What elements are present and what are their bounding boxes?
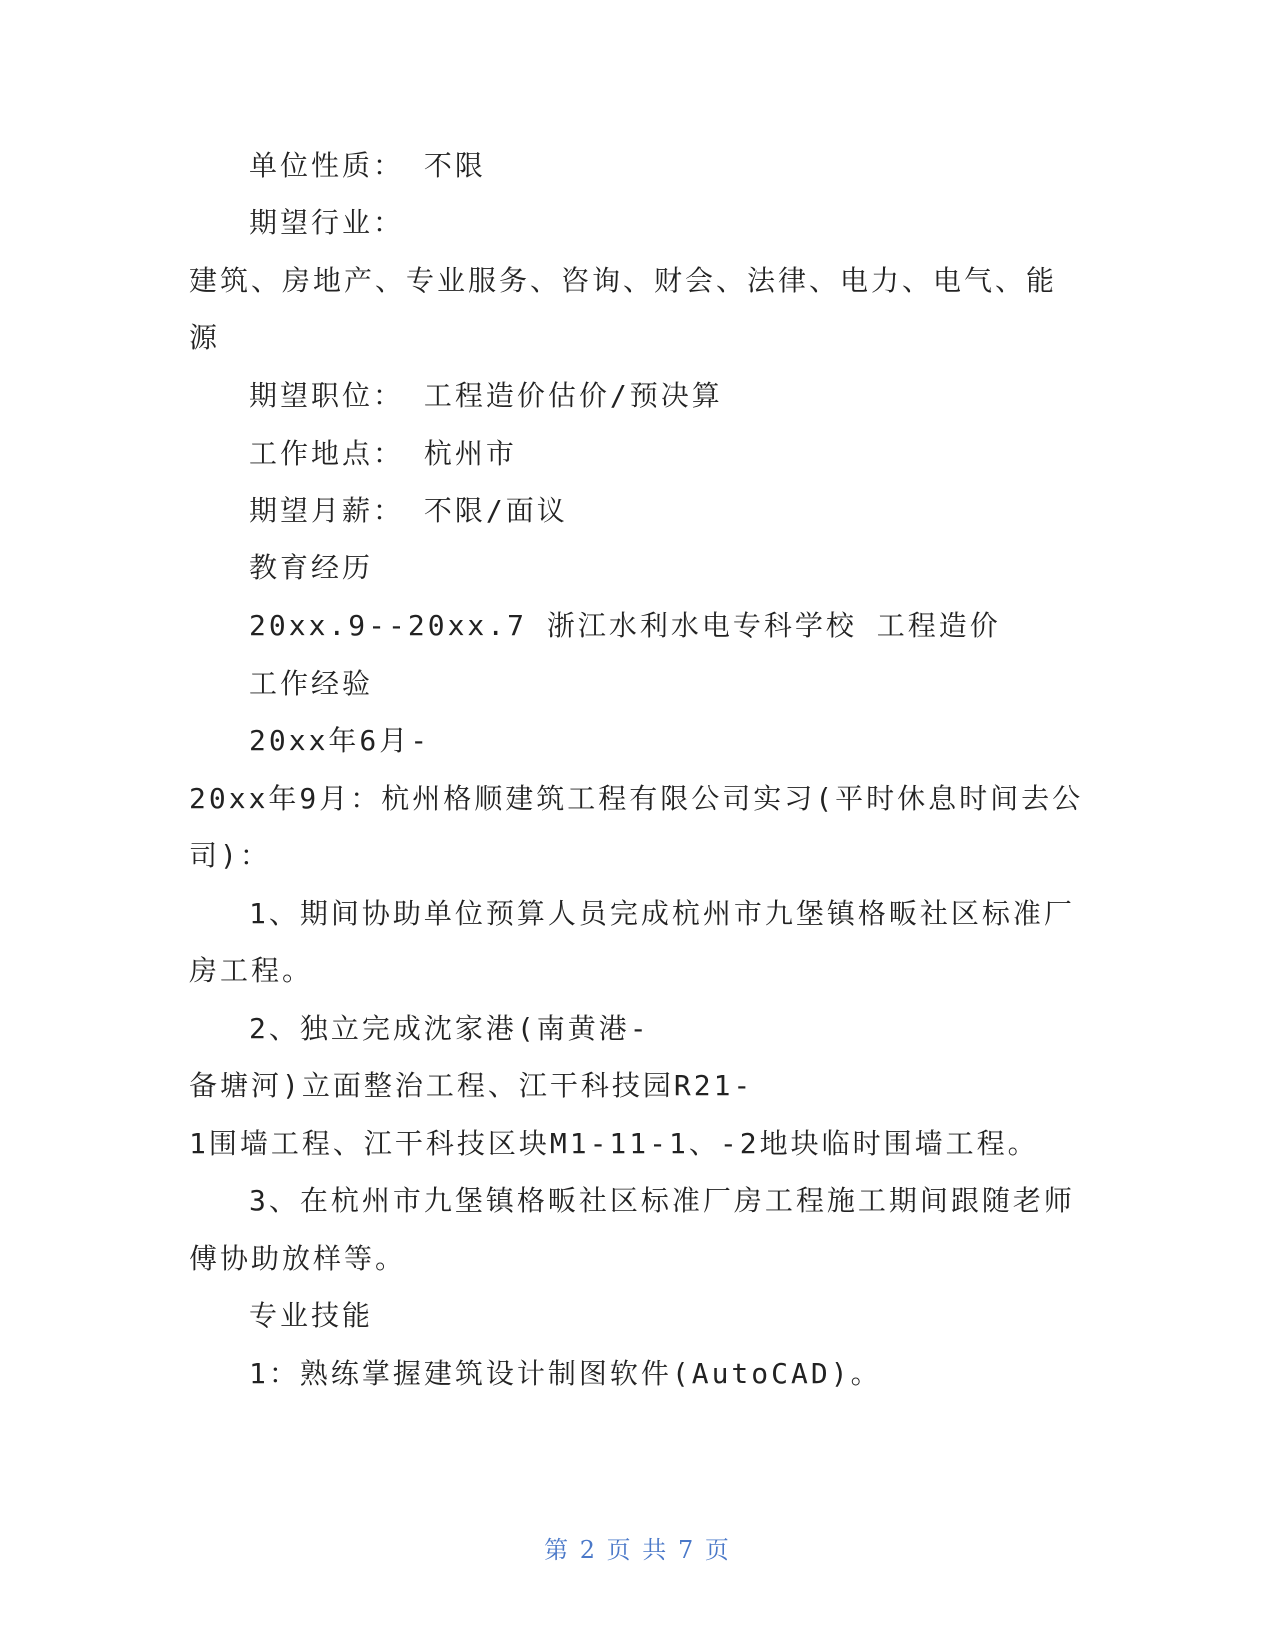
text-line: 源 xyxy=(189,321,221,354)
text-line: 3、在杭州市九堡镇格畈社区标准厂房工程施工期间跟随老师 xyxy=(249,1184,1075,1217)
text-line: 房工程。 xyxy=(189,954,314,987)
text-line: 20xx年6月- xyxy=(249,724,431,757)
text-line: 傅协助放样等。 xyxy=(189,1242,407,1275)
text-line: 备塘河)立面整治工程、江干科技园R21- xyxy=(189,1069,754,1102)
text-line: 20xx年9月：杭州格顺建筑工程有限公司实习(平时休息时间去公 xyxy=(189,782,1084,815)
section-heading: 工作经验 xyxy=(249,667,374,700)
text-line: 工作地点： 杭州市 xyxy=(249,437,517,470)
text-line: 司)： xyxy=(189,839,271,872)
text-line: 期望职位： 工程造价估价/预决算 xyxy=(249,379,723,412)
text-line: 20xx.9--20xx.7 浙江水利水电专科学校 工程造价 xyxy=(249,609,1001,642)
page-number: 第 2 页 共 7 页 xyxy=(544,1536,731,1564)
text-line: 1、期间协助单位预算人员完成杭州市九堡镇格畈社区标准厂 xyxy=(249,897,1075,930)
text-line: 1：熟练掌握建筑设计制图软件(AutoCAD)。 xyxy=(249,1357,882,1390)
text-line: 2、独立完成沈家港(南黄港- xyxy=(249,1012,650,1045)
text-line: 期望行业： xyxy=(249,206,405,239)
text-line: 1围墙工程、江干科技区块M1-11-1、-2地块临时围墙工程。 xyxy=(189,1127,1039,1160)
text-line: 单位性质： 不限 xyxy=(249,149,486,182)
section-heading: 教育经历 xyxy=(249,551,374,584)
text-line: 建筑、房地产、专业服务、咨询、财会、法律、电力、电气、能 xyxy=(189,264,1058,297)
text-line: 期望月薪： 不限/面议 xyxy=(249,494,568,527)
section-heading: 专业技能 xyxy=(249,1299,374,1332)
